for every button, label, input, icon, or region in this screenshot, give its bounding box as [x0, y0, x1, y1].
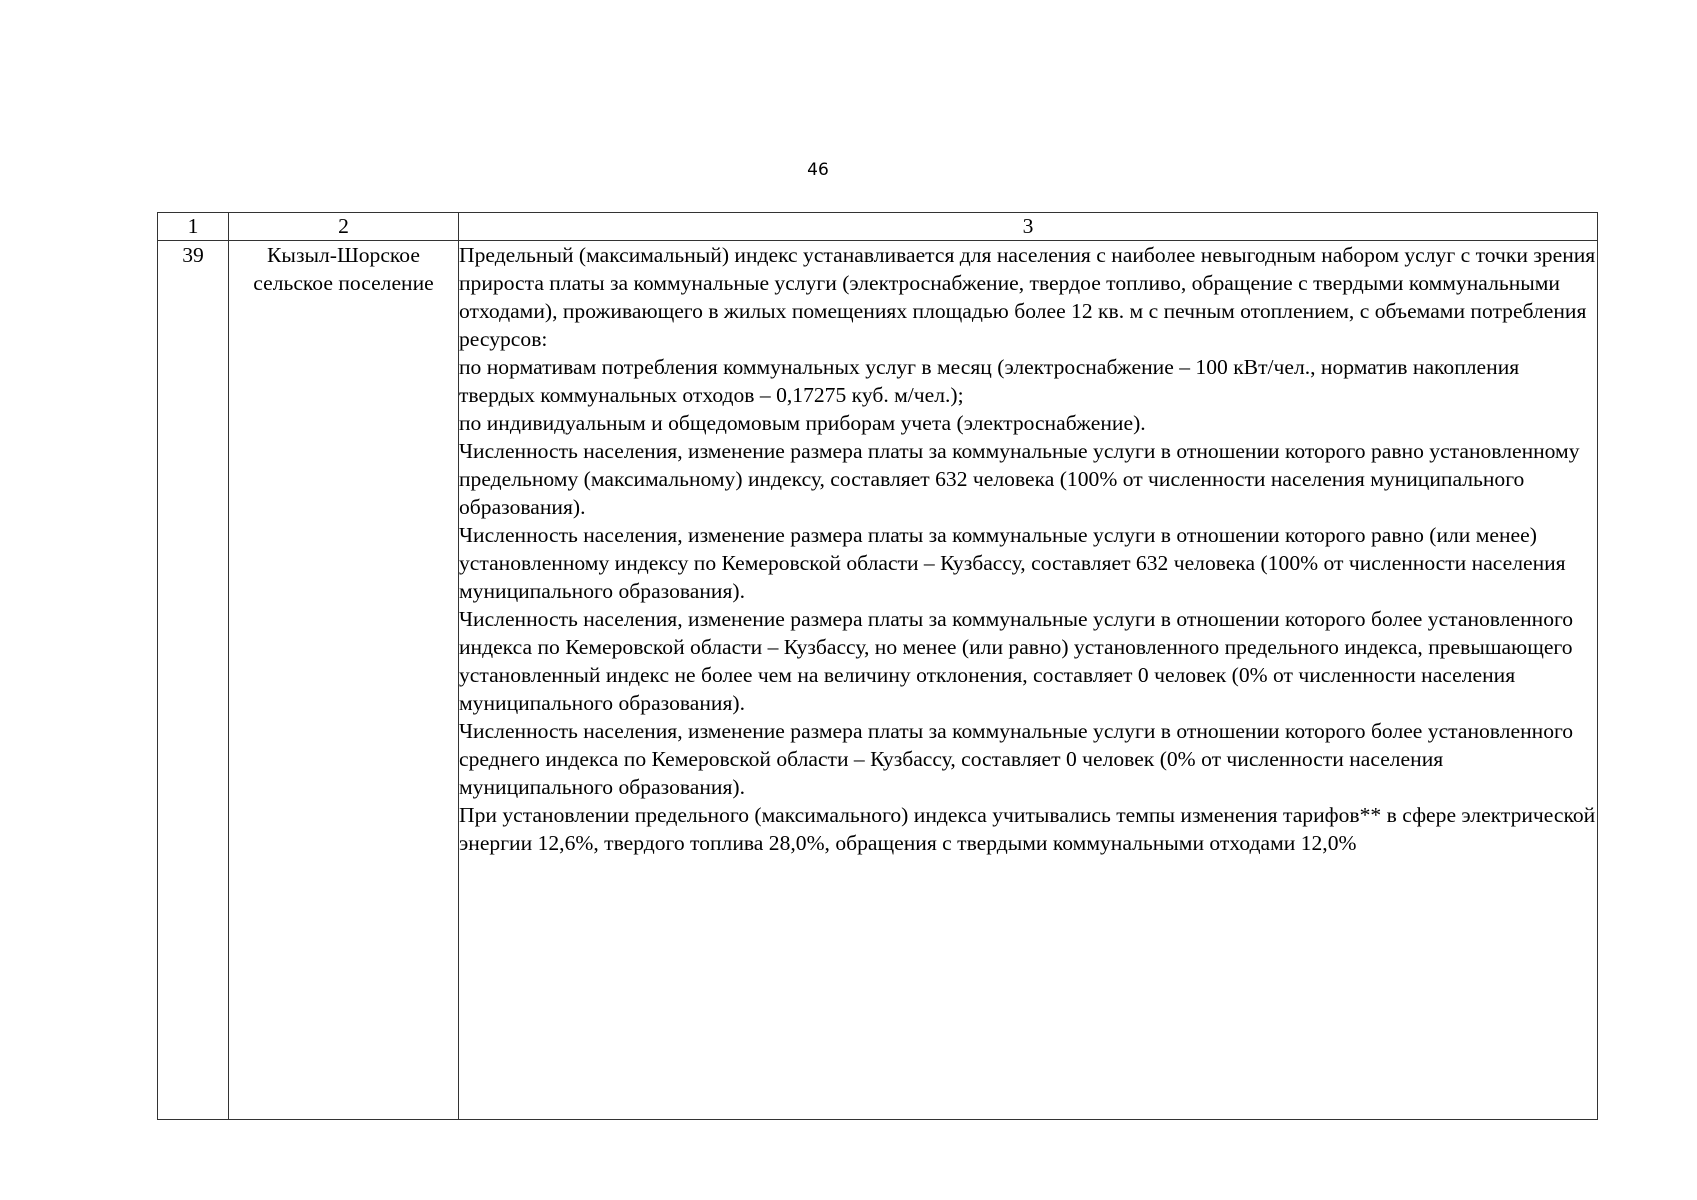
table-header-row [158, 213, 1598, 241]
settlement-name: Кызыл-Шорское сельское поселение [229, 241, 459, 1120]
column-header-1: 1 [158, 213, 229, 241]
paragraph-population-equal-max: Численность населения, изменение размера платы за коммунальные услуги в отношении которого равно установленному предельному (максимальному) индексу, составляет 632 человека (100% от численности населения муниципального образования). [459, 439, 1580, 519]
paragraph-population-equal-regional: Численность населения, изменение размера платы за коммунальные услуги в отношении которого равно (или менее) установленному индексу по Кемеровской области – Кузбассу, составляет 632 человека (100% от численности населения муниципального образования). [459, 523, 1566, 603]
paragraph-max-index: Предельный (максимальный) индекс устанавливается для населения с наиболее невыгодным набором услуг с точки зрения прироста платы за коммунальные услуги (электроснабжение, твердое топливо, обращение с твердыми коммунальными отходами), проживающего в жилых помещениях площадью более 12 кв. м с печным отоплением, с объемами потребления ресурсов: [459, 243, 1596, 351]
table-row [158, 241, 1598, 1120]
column-header-2: 2 [229, 213, 459, 241]
document-table [157, 212, 1598, 1120]
paragraph-population-above-regional: Численность населения, изменение размера платы за коммунальные услуги в отношении которого более установленного индекса по Кемеровской области – Кузбассу, но менее (или равно) установленного предельного индекса, превышающего установленный индекс не более чем на величину отклонения, составляет 0 человек (0% от численности населения муниципального образования). [459, 607, 1574, 715]
description-cell [459, 241, 1598, 1120]
paragraph-meters: по индивидуальным и общедомовым приборам учета (электроснабжение). [459, 411, 1146, 435]
column-header-3: 3 [459, 213, 1598, 241]
paragraph-norms: по нормативам потребления коммунальных услуг в месяц (электроснабжение – 100 кВт/чел., норматив накопления твердых коммунальных отходов – 0,17275 куб. м/чел.); [459, 355, 1520, 407]
row-number: 39 [158, 241, 229, 1120]
paragraph-population-above-average: Численность населения, изменение размера платы за коммунальные услуги в отношении которого более установленного среднего индекса по Кемеровской области – Кузбассу, составляет 0 человек (0% от численности населения муниципального образования). [459, 719, 1574, 799]
paragraph-tariff-rates: При установлении предельного (максимального) индекса учитывались темпы изменения тарифов** в сфере электрической энергии 12,6%, твердого топлива 28,0%, обращения с твердыми коммунальными отходами 12,0% [459, 803, 1596, 855]
page-number: 46 [807, 160, 829, 180]
